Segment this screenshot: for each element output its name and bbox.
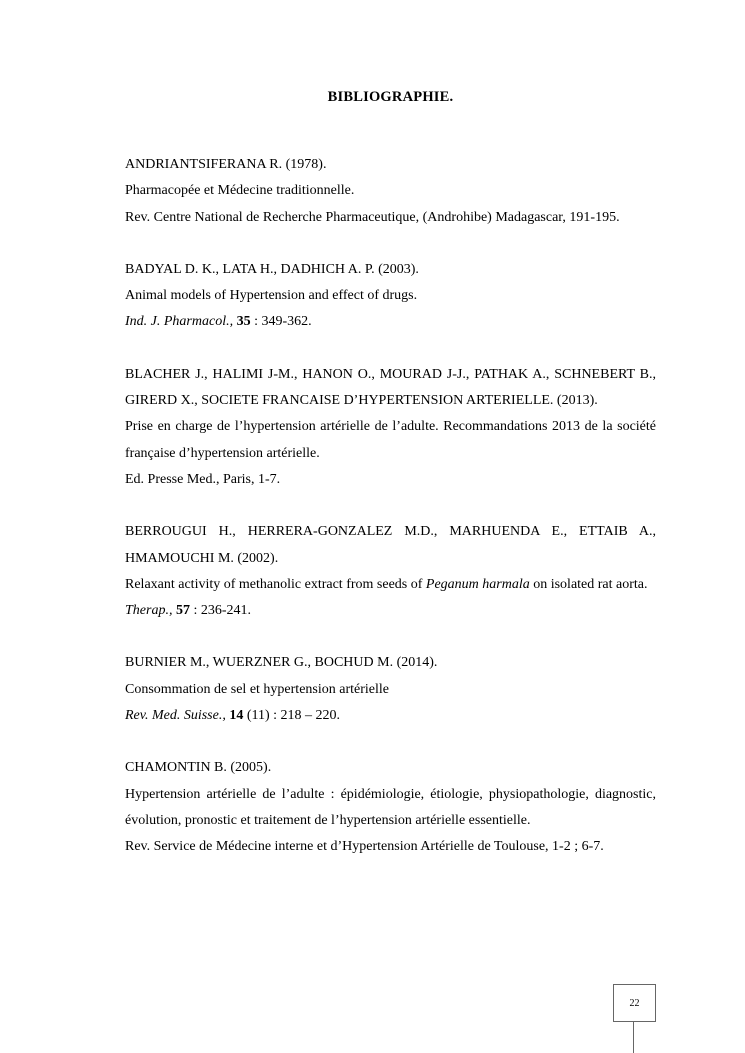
text-run: Ed. Presse Med., Paris, 1-7. (125, 471, 281, 487)
text-run: on isolated rat aorta. (529, 576, 648, 592)
text-run: 57 (175, 603, 190, 619)
bibliography-list (125, 152, 656, 861)
page-content (125, 84, 656, 887)
bib-paragraph (125, 257, 656, 283)
text-run: (11) : 218 – 220. (243, 708, 341, 724)
page-number-frame-line (633, 1022, 634, 1053)
text-run: : 349-362. (250, 314, 312, 330)
bib-paragraph (125, 414, 656, 467)
text-run: Prise en charge de l’hypertension artérielle de l’adulte. Recommandations 2013 de la société française d’hypertension artérielle. (125, 419, 656, 461)
text-run: Rev. Med. Suisse., (125, 708, 230, 724)
bib-paragraph (125, 572, 656, 598)
text-run: Peganum harmala (425, 576, 530, 592)
bib-paragraph (125, 152, 656, 178)
text-run: BERROUGUI H., HERRERA-GONZALEZ M.D., MARHUENDA E., ETTAIB A., HMAMOUCHI M. (2002). (125, 524, 656, 566)
page-title: BIBLIOGRAPHIE. (327, 89, 454, 105)
bib-paragraph (125, 362, 656, 415)
bib-paragraph (125, 283, 656, 309)
text-run: BURNIER M., WUERZNER G., BOCHUD M. (2014). (125, 655, 438, 671)
page-number: 22 (629, 997, 640, 1009)
bibliography-entry (125, 362, 656, 493)
text-run: 14 (229, 708, 244, 724)
text-run: Pharmacopée et Médecine traditionnelle. (125, 183, 355, 199)
page-number-box (613, 984, 656, 1022)
bibliography-entry (125, 152, 656, 231)
bibliography-entry (125, 755, 656, 860)
text-run: Rev. Centre National de Recherche Pharmaceutique, (Androhibe) Madagascar, 191-195. (125, 209, 620, 225)
bib-paragraph (125, 755, 656, 781)
text-run: CHAMONTIN B. (2005). (125, 760, 272, 776)
text-run: Consommation de sel et hypertension artérielle (125, 681, 389, 697)
bib-paragraph (125, 782, 656, 835)
bib-paragraph (125, 677, 656, 703)
bibliography-entry (125, 519, 656, 624)
text-run: Ind. J. Pharmacol., (125, 314, 237, 330)
text-run: 35 (236, 314, 251, 330)
text-run: Hypertension artérielle de l’adulte : épidémiologie, étiologie, physiopathologie, diagnostic, évolution, pronostic et traitement de l’hypertension artérielle essentielle. (125, 786, 656, 828)
bib-paragraph (125, 650, 656, 676)
text-run: Relaxant activity of methanolic extract from seeds of (125, 576, 426, 592)
bib-paragraph (125, 703, 656, 729)
bib-paragraph (125, 519, 656, 572)
bib-paragraph (125, 834, 656, 860)
bib-paragraph (125, 467, 656, 493)
bib-paragraph (125, 205, 656, 231)
bib-paragraph (125, 178, 656, 204)
text-run: BADYAL D. K., LATA H., DADHICH A. P. (2003). (125, 261, 419, 277)
text-run: Rev. Service de Médecine interne et d’Hypertension Artérielle de Toulouse, 1-2 ; 6-7. (125, 839, 604, 855)
bib-paragraph (125, 598, 656, 624)
text-run: : 236-241. (189, 603, 252, 619)
text-run: BLACHER J., HALIMI J-M., HANON O., MOURAD J-J., PATHAK A., SCHNEBERT B., GIRERD X., SOCIETE FRANCAISE D’HYPERTENSION ARTERIELLE. (2013). (125, 366, 656, 409)
bibliography-entry (125, 257, 656, 336)
bibliography-entry (125, 650, 656, 729)
text-run: Animal models of Hypertension and effect of drugs. (125, 288, 418, 304)
text-run: ANDRIANTSIFERANA R. (1978). (125, 157, 327, 172)
bib-paragraph (125, 309, 656, 335)
text-run: Therap., (125, 603, 176, 619)
